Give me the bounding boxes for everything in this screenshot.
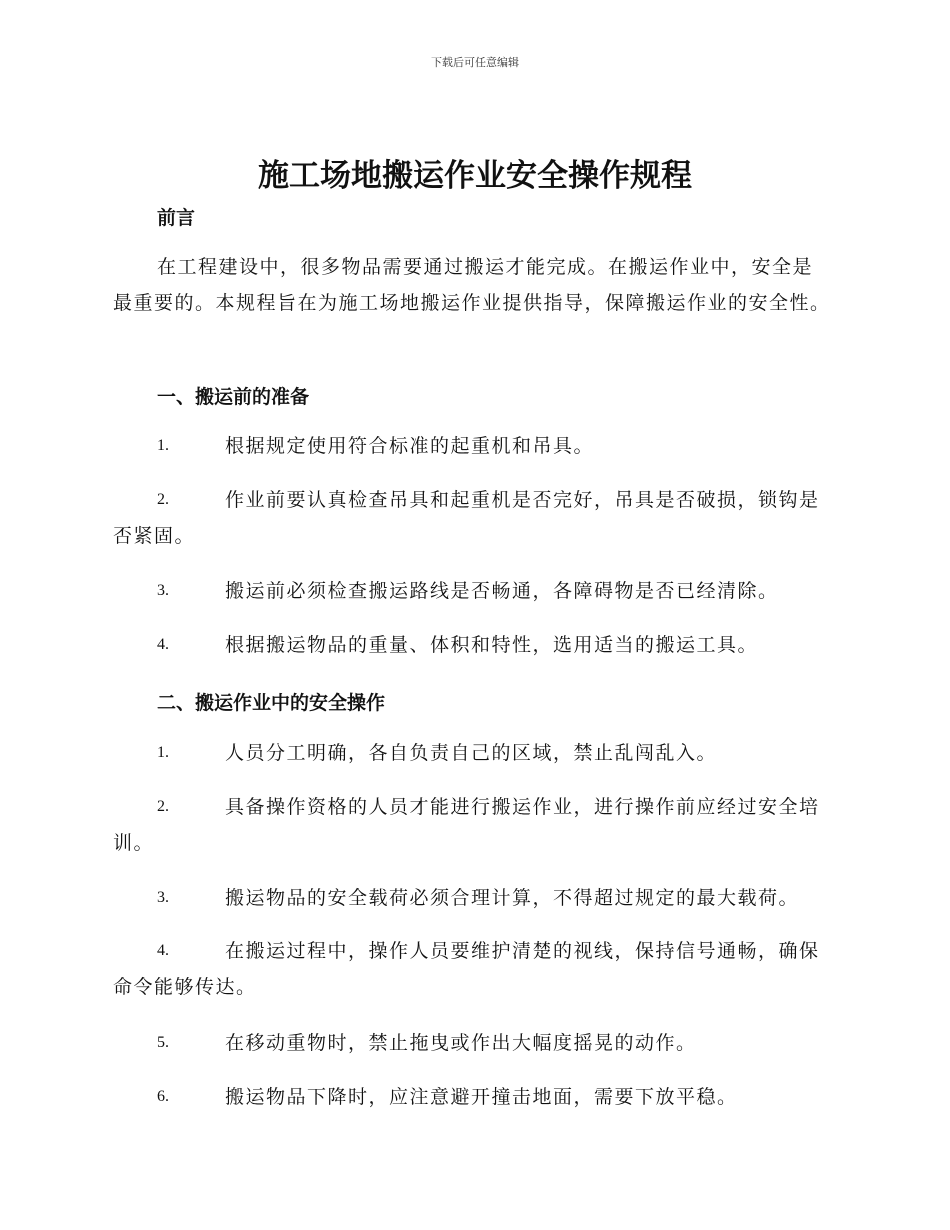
list-item <box>113 627 833 663</box>
preface-text: 在工程建设中，很多物品需要通过搬运才能完成。在搬运作业中，安全是最重要的。本规程旨在为施工场地搬运作业提供指导，保障搬运作业的安全性。 <box>113 256 831 314</box>
list-item <box>113 735 833 771</box>
list-item <box>113 880 833 916</box>
item-text: 搬运前必须检查搬运路线是否畅通，各障碍物是否已经清除。 <box>225 580 779 602</box>
list-item <box>113 428 833 464</box>
item-number: 5. <box>157 1034 169 1051</box>
item-number: 4. <box>157 636 169 653</box>
list-item <box>113 1025 833 1061</box>
section-heading-preparation: 一、搬运前的准备 <box>157 386 310 408</box>
item-text: 搬运物品的安全载荷必须合理计算，不得超过规定的最大载荷。 <box>225 887 800 909</box>
document-title: 施工场地搬运作业安全操作规程 <box>258 158 692 194</box>
item-number: 2. <box>157 798 169 815</box>
item-text: 搬运物品下降时，应注意避开撞击地面，需要下放平稳。 <box>225 1086 738 1108</box>
item-number: 3. <box>157 582 169 599</box>
item-number: 1. <box>157 437 169 454</box>
item-text: 具备操作资格的人员才能进行搬运作业，进行操作前应经过安全培训。 <box>113 796 820 854</box>
item-number: 6. <box>157 1088 169 1105</box>
item-number: 1. <box>157 744 169 761</box>
header-note: 下载后可任意编辑 <box>431 56 519 69</box>
preface-paragraph <box>113 249 833 321</box>
item-number: 2. <box>157 491 169 508</box>
list-item <box>113 789 833 861</box>
item-number: 3. <box>157 889 169 906</box>
list-item <box>113 1079 833 1115</box>
item-number: 4. <box>157 942 169 959</box>
item-text: 作业前要认真检查吊具和起重机是否完好，吊具是否破损，锁钩是否紧固。 <box>113 489 820 547</box>
item-text: 根据搬运物品的重量、体积和特性，选用适当的搬运工具。 <box>225 634 759 656</box>
item-text: 在移动重物时，禁止拖曳或作出大幅度摇晃的动作。 <box>225 1032 697 1054</box>
list-item <box>113 933 833 1005</box>
section-heading-operations: 二、搬运作业中的安全操作 <box>157 692 386 714</box>
item-text: 人员分工明确，各自负责自己的区域，禁止乱闯乱入。 <box>225 742 718 764</box>
item-text: 在搬运过程中，操作人员要维护清楚的视线，保持信号通畅，确保命令能够传达。 <box>113 940 820 998</box>
preface-heading: 前言 <box>157 207 196 229</box>
list-item <box>113 573 833 609</box>
list-item <box>113 482 833 554</box>
item-text: 根据规定使用符合标准的起重机和吊具。 <box>225 435 595 457</box>
